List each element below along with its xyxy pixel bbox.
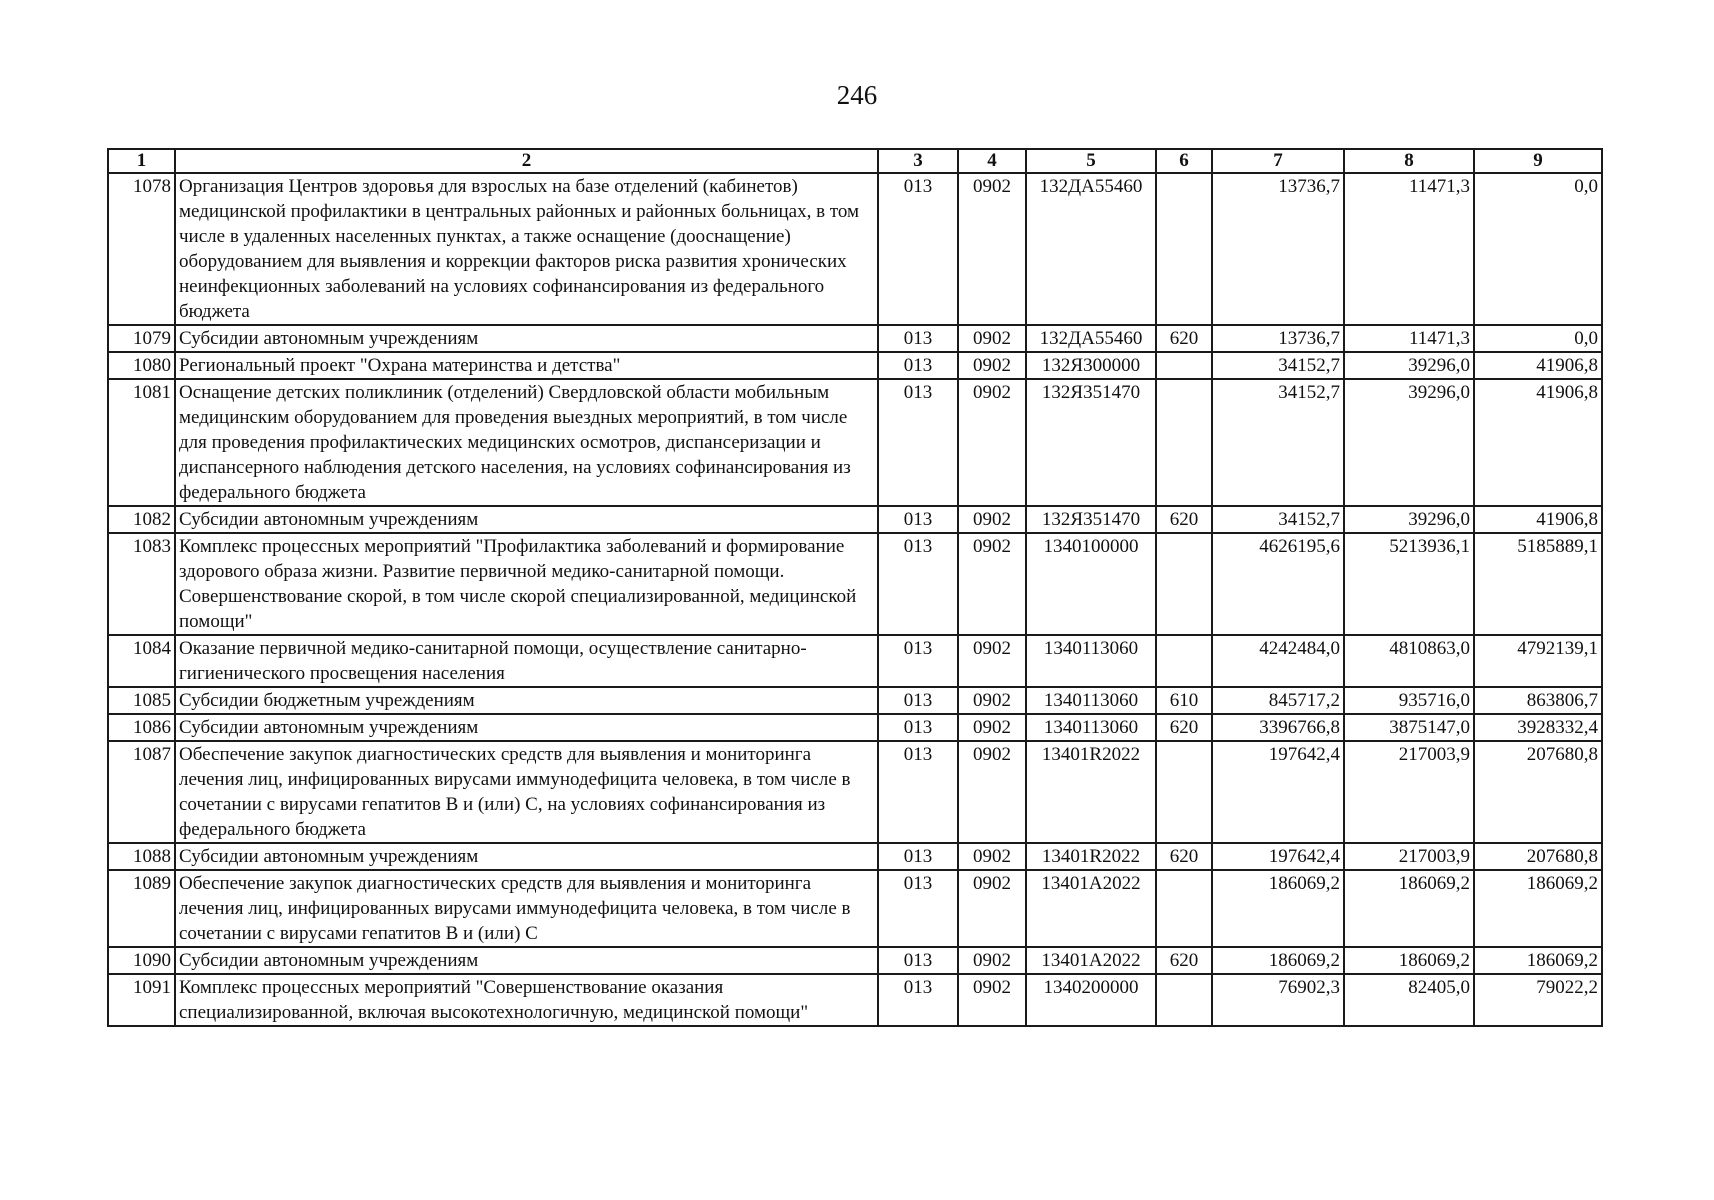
row-value-8: 11471,3 xyxy=(1344,173,1474,325)
budget-table xyxy=(107,148,1603,1027)
row-value-7: 34152,7 xyxy=(1212,352,1344,379)
row-code-4: 0902 xyxy=(958,741,1026,843)
row-value-7: 4242484,0 xyxy=(1212,635,1344,687)
row-code-5: 1340113060 xyxy=(1026,714,1156,741)
row-value-7: 4626195,6 xyxy=(1212,533,1344,635)
row-code-4: 0902 xyxy=(958,173,1026,325)
table-row xyxy=(108,506,1602,533)
row-code-3: 013 xyxy=(878,173,958,325)
row-code-3: 013 xyxy=(878,974,958,1026)
row-number: 1085 xyxy=(108,687,175,714)
row-value-9: 186069,2 xyxy=(1474,870,1602,947)
row-code-5: 1340200000 xyxy=(1026,974,1156,1026)
row-code-5: 132ДА55460 xyxy=(1026,325,1156,352)
row-value-7: 186069,2 xyxy=(1212,870,1344,947)
row-code-6: 620 xyxy=(1156,947,1212,974)
row-value-9: 79022,2 xyxy=(1474,974,1602,1026)
row-number: 1087 xyxy=(108,741,175,843)
row-code-5: 1340100000 xyxy=(1026,533,1156,635)
row-code-3: 013 xyxy=(878,843,958,870)
row-value-8: 217003,9 xyxy=(1344,741,1474,843)
row-code-5: 13401A2022 xyxy=(1026,947,1156,974)
row-code-4: 0902 xyxy=(958,506,1026,533)
row-value-8: 186069,2 xyxy=(1344,870,1474,947)
row-value-7: 34152,7 xyxy=(1212,506,1344,533)
row-code-3: 013 xyxy=(878,741,958,843)
row-value-8: 82405,0 xyxy=(1344,974,1474,1026)
row-code-6 xyxy=(1156,352,1212,379)
row-code-3: 013 xyxy=(878,325,958,352)
row-number: 1080 xyxy=(108,352,175,379)
row-value-9: 41906,8 xyxy=(1474,379,1602,506)
row-code-4: 0902 xyxy=(958,352,1026,379)
table-row xyxy=(108,379,1602,506)
row-code-5: 13401A2022 xyxy=(1026,870,1156,947)
row-value-8: 39296,0 xyxy=(1344,379,1474,506)
col-header-7: 7 xyxy=(1212,149,1344,173)
row-code-6: 620 xyxy=(1156,714,1212,741)
row-name: Субсидии автономным учреждениям xyxy=(175,947,878,974)
row-code-5: 13401R2022 xyxy=(1026,741,1156,843)
table-row xyxy=(108,352,1602,379)
row-number: 1086 xyxy=(108,714,175,741)
table-row xyxy=(108,687,1602,714)
row-code-4: 0902 xyxy=(958,379,1026,506)
row-code-5: 1340113060 xyxy=(1026,687,1156,714)
table-row xyxy=(108,533,1602,635)
row-value-8: 186069,2 xyxy=(1344,947,1474,974)
col-header-4: 4 xyxy=(958,149,1026,173)
row-code-5: 132ДА55460 xyxy=(1026,173,1156,325)
col-header-6: 6 xyxy=(1156,149,1212,173)
row-value-8: 4810863,0 xyxy=(1344,635,1474,687)
table-row xyxy=(108,635,1602,687)
row-name: Комплекс процессных мероприятий "Совершенствование оказания специализированной, включая высокотехнологичную, медицинской помощи" xyxy=(175,974,878,1026)
table-row xyxy=(108,714,1602,741)
row-value-9: 186069,2 xyxy=(1474,947,1602,974)
row-number: 1078 xyxy=(108,173,175,325)
row-code-3: 013 xyxy=(878,635,958,687)
row-code-3: 013 xyxy=(878,714,958,741)
row-code-5: 132Я351470 xyxy=(1026,379,1156,506)
row-code-4: 0902 xyxy=(958,325,1026,352)
row-value-9: 0,0 xyxy=(1474,325,1602,352)
col-header-1: 1 xyxy=(108,149,175,173)
table-row xyxy=(108,974,1602,1026)
row-value-7: 845717,2 xyxy=(1212,687,1344,714)
row-name: Оснащение детских поликлиник (отделений) Свердловской области мобильным медицинским оборудованием для проведения выездных мероприятий, в том числе для проведения профилактических медицинских осмотров, диспансеризации и диспансерного наблюдения детского населения, на условиях софинансирования из федерального бюджета xyxy=(175,379,878,506)
row-code-3: 013 xyxy=(878,533,958,635)
row-code-4: 0902 xyxy=(958,974,1026,1026)
row-value-7: 76902,3 xyxy=(1212,974,1344,1026)
row-value-9: 4792139,1 xyxy=(1474,635,1602,687)
row-code-6 xyxy=(1156,974,1212,1026)
col-header-2: 2 xyxy=(175,149,878,173)
row-code-6 xyxy=(1156,635,1212,687)
row-code-6 xyxy=(1156,173,1212,325)
row-number: 1089 xyxy=(108,870,175,947)
table-row xyxy=(108,173,1602,325)
row-code-4: 0902 xyxy=(958,635,1026,687)
table-row xyxy=(108,843,1602,870)
row-number: 1084 xyxy=(108,635,175,687)
col-header-8: 8 xyxy=(1344,149,1474,173)
row-code-6 xyxy=(1156,533,1212,635)
row-name: Обеспечение закупок диагностических средств для выявления и мониторинга лечения лиц, инфицированных вирусами иммунодефицита человека, в том числе в сочетании с вирусами гепатитов В и (или) С, на условиях софинансирования из федерального бюджета xyxy=(175,741,878,843)
row-code-4: 0902 xyxy=(958,687,1026,714)
row-code-6: 610 xyxy=(1156,687,1212,714)
row-name: Субсидии автономным учреждениям xyxy=(175,506,878,533)
row-value-7: 34152,7 xyxy=(1212,379,1344,506)
row-code-3: 013 xyxy=(878,352,958,379)
table-row xyxy=(108,870,1602,947)
row-name: Оказание первичной медико-санитарной помощи, осуществление санитарно-гигиенического просвещения населения xyxy=(175,635,878,687)
table-row xyxy=(108,947,1602,974)
row-value-9: 41906,8 xyxy=(1474,506,1602,533)
row-value-8: 5213936,1 xyxy=(1344,533,1474,635)
row-code-3: 013 xyxy=(878,870,958,947)
row-code-3: 013 xyxy=(878,687,958,714)
row-value-7: 3396766,8 xyxy=(1212,714,1344,741)
row-code-4: 0902 xyxy=(958,533,1026,635)
row-code-3: 013 xyxy=(878,947,958,974)
row-value-9: 5185889,1 xyxy=(1474,533,1602,635)
row-value-9: 863806,7 xyxy=(1474,687,1602,714)
row-number: 1088 xyxy=(108,843,175,870)
row-value-8: 217003,9 xyxy=(1344,843,1474,870)
row-name: Организация Центров здоровья для взрослых на базе отделений (кабинетов) медицинской профилактики в центральных районных и районных больницах, в том числе в удаленных населенных пунктах, а также оснащение (дооснащение) оборудованием для выявления и коррекции факторов риска развития хронических неинфекционных заболеваний на условиях софинансирования из федерального бюджета xyxy=(175,173,878,325)
row-value-8: 935716,0 xyxy=(1344,687,1474,714)
row-name: Региональный проект "Охрана материнства и детства" xyxy=(175,352,878,379)
row-code-6 xyxy=(1156,870,1212,947)
row-value-7: 197642,4 xyxy=(1212,741,1344,843)
row-number: 1082 xyxy=(108,506,175,533)
row-code-5: 1340113060 xyxy=(1026,635,1156,687)
row-code-5: 132Я351470 xyxy=(1026,506,1156,533)
row-value-9: 0,0 xyxy=(1474,173,1602,325)
row-name: Субсидии автономным учреждениям xyxy=(175,325,878,352)
row-code-6: 620 xyxy=(1156,843,1212,870)
row-number: 1090 xyxy=(108,947,175,974)
row-number: 1083 xyxy=(108,533,175,635)
row-code-5: 13401R2022 xyxy=(1026,843,1156,870)
col-header-9: 9 xyxy=(1474,149,1602,173)
row-value-7: 13736,7 xyxy=(1212,173,1344,325)
row-name: Субсидии автономным учреждениям xyxy=(175,714,878,741)
row-name: Субсидии автономным учреждениям xyxy=(175,843,878,870)
row-code-4: 0902 xyxy=(958,947,1026,974)
row-code-4: 0902 xyxy=(958,870,1026,947)
row-value-7: 186069,2 xyxy=(1212,947,1344,974)
row-name: Обеспечение закупок диагностических средств для выявления и мониторинга лечения лиц, инфицированных вирусами иммунодефицита человека, в том числе в сочетании с вирусами гепатитов В и (или) С xyxy=(175,870,878,947)
row-code-3: 013 xyxy=(878,506,958,533)
table-row xyxy=(108,741,1602,843)
row-code-6 xyxy=(1156,379,1212,506)
row-code-6 xyxy=(1156,741,1212,843)
table-body xyxy=(108,173,1602,1026)
row-code-6: 620 xyxy=(1156,506,1212,533)
col-header-5: 5 xyxy=(1026,149,1156,173)
row-name: Субсидии бюджетным учреждениям xyxy=(175,687,878,714)
row-number: 1091 xyxy=(108,974,175,1026)
row-value-8: 3875147,0 xyxy=(1344,714,1474,741)
col-header-3: 3 xyxy=(878,149,958,173)
row-number: 1081 xyxy=(108,379,175,506)
row-code-4: 0902 xyxy=(958,714,1026,741)
row-code-6: 620 xyxy=(1156,325,1212,352)
header-row xyxy=(108,149,1602,173)
row-value-8: 39296,0 xyxy=(1344,352,1474,379)
row-value-9: 207680,8 xyxy=(1474,741,1602,843)
row-value-9: 3928332,4 xyxy=(1474,714,1602,741)
row-value-7: 13736,7 xyxy=(1212,325,1344,352)
row-value-9: 41906,8 xyxy=(1474,352,1602,379)
row-value-8: 39296,0 xyxy=(1344,506,1474,533)
row-number: 1079 xyxy=(108,325,175,352)
row-code-4: 0902 xyxy=(958,843,1026,870)
row-name: Комплекс процессных мероприятий "Профилактика заболеваний и формирование здорового образа жизни. Развитие первичной медико-санитарной помощи. Совершенствование скорой, в том числе скорой специализированной, медицинской помощи" xyxy=(175,533,878,635)
page-number: 246 xyxy=(836,80,878,110)
row-value-9: 207680,8 xyxy=(1474,843,1602,870)
row-value-7: 197642,4 xyxy=(1212,843,1344,870)
row-code-5: 132Я300000 xyxy=(1026,352,1156,379)
row-code-3: 013 xyxy=(878,379,958,506)
row-value-8: 11471,3 xyxy=(1344,325,1474,352)
table-row xyxy=(108,325,1602,352)
